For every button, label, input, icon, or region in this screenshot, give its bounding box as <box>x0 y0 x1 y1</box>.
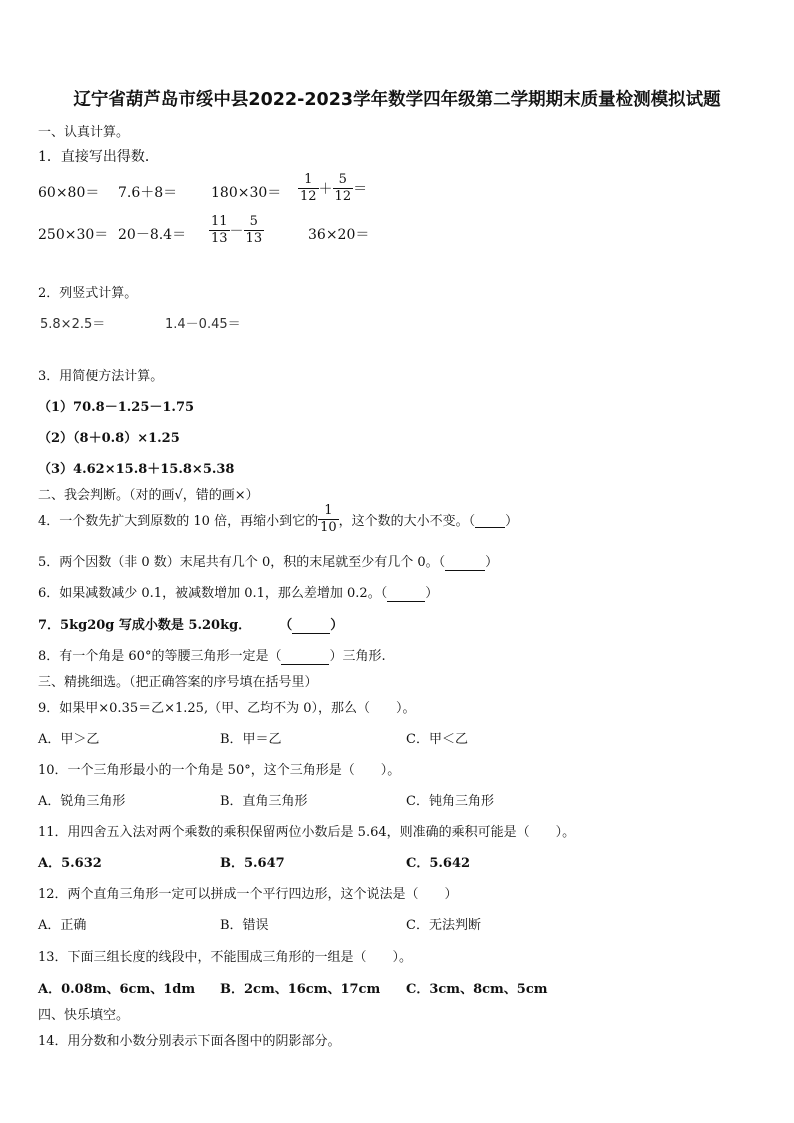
q11-option-b: B．5.647 <box>220 856 285 871</box>
section-4-heading: 四、快乐填空。 <box>38 1008 130 1023</box>
q9-option-c: C．甲＜乙 <box>406 732 468 747</box>
q6-answer-blank <box>387 586 425 602</box>
q11-option-a: A．5.632 <box>38 856 102 871</box>
q10-option-c: C．钝角三角形 <box>406 794 494 809</box>
q1-r1-item1: 60×80＝ <box>38 185 100 201</box>
q1-r2-item4: 36×20＝ <box>308 227 370 243</box>
q5: 5．两个因数（非 0 数）末尾共有几个 0，积的末尾就至少有几个 0。（ ） <box>38 555 499 570</box>
fraction-1-12: $\frac{1}{12}$ <box>300 172 317 204</box>
q13-option-b: B．2cm、16cm、17cm <box>220 982 381 997</box>
q12-option-c: C．无法判断 <box>406 918 481 933</box>
q1-r2-item2: 20－8.4＝ <box>118 227 187 243</box>
q4-answer-blank <box>475 512 505 528</box>
q10-option-a: A．锐角三角形 <box>38 794 126 809</box>
q3-item3: （3）4.62×15.8＋15.8×5.38 <box>38 462 235 477</box>
section-3-heading: 三、精挑细选。（把正确答案的序号填在括号里） <box>38 675 318 690</box>
q1-r1-fraction-expression: $\frac{1}{12}$ ＋ $\frac{5}{12}$ ＝ <box>300 172 368 204</box>
section-2-heading: 二、我会判断。（对的画√，错的画×） <box>38 488 259 503</box>
q13-option-a: A．0.08m、6cm、1dm <box>38 982 196 997</box>
q1-r2-fraction-expression: $\frac{11}{13}$ － $\frac{5}{13}$ <box>211 214 263 246</box>
section-1-heading: 一、认真计算。 <box>38 125 130 140</box>
q11-stem: 11．用四舍五入法对两个乘数的乘积保留两位小数后是 5.64，则准确的乘积可能是（ ）。 <box>38 825 576 840</box>
q12-stem: 12．两个直角三角形一定可以拼成一个平行四边形，这个说法是（ ） <box>38 887 458 902</box>
q14-stem: 14．用分数和小数分别表示下面各图中的阴影部分。 <box>38 1034 341 1049</box>
q12-option-b: B．错误 <box>220 918 269 933</box>
fraction-1-10: $\frac{1}{10}$ <box>320 503 337 535</box>
q13-stem: 13．下面三组长度的线段中，不能围成三角形的一组是（ ）。 <box>38 950 413 965</box>
fraction-5-13: $\frac{5}{13}$ <box>245 214 263 246</box>
q7: 7．5kg20g 写成小数是 5.20kg． （ ） <box>38 618 344 633</box>
q9-stem: 9．如果甲×0.35＝乙×1.25,（甲、乙均不为 0），那么（ ）。 <box>38 701 416 716</box>
q6: 6．如果减数减少 0.1，被减数增加 0.1，那么差增加 0.2。（ ） <box>38 586 439 601</box>
q1-label: 1．直接写出得数． <box>38 149 159 165</box>
q9-option-b: B．甲＝乙 <box>220 732 282 747</box>
q8: 8．有一个角是 60°的等腰三角形一定是（ ）三角形. <box>38 649 386 664</box>
q7-answer-blank <box>292 618 330 634</box>
q12-option-a: A．正确 <box>38 918 87 933</box>
q3-item2: （2）（8＋0.8）×1.25 <box>38 431 180 446</box>
q9-option-a: A．甲＞乙 <box>38 732 100 747</box>
q3-label: 3．用简便方法计算。 <box>38 369 164 384</box>
q10-option-b: B．直角三角形 <box>220 794 308 809</box>
q1-r1-item2: 7.6＋8＝ <box>118 185 178 201</box>
fraction-5-12: $\frac{5}{12}$ <box>334 172 352 204</box>
q5-answer-blank <box>445 555 485 571</box>
q2-label: 2．列竖式计算。 <box>38 286 138 301</box>
q13-option-c: C．3cm、8cm、5cm <box>406 982 548 997</box>
q11-option-c: C．5.642 <box>406 856 471 871</box>
fraction-11-13: $\frac{11}{13}$ <box>211 214 228 246</box>
q1-r2-item1: 250×30＝ <box>38 227 109 243</box>
q10-stem: 10．一个三角形最小的一个角是 50°，这个三角形是（ ）。 <box>38 763 401 778</box>
q2-item1: 5.8×2.5＝ <box>40 317 106 332</box>
q1-r1-item3: 180×30＝ <box>211 185 282 201</box>
page-title: 辽宁省葫芦岛市绥中县2022-2023学年数学四年级第二学期期末质量检测模拟试题 <box>73 90 721 110</box>
q4: 4．一个数先扩大到原数的 10 倍，再缩小到它的 $\frac{1}{10}$ ，这个数的大小不变。（ ） <box>38 503 519 535</box>
q3-item1: （1）70.8－1.25－1.75 <box>38 400 195 415</box>
q2-item2: 1.4－0.45＝ <box>165 317 241 332</box>
q8-answer-blank <box>281 649 329 665</box>
